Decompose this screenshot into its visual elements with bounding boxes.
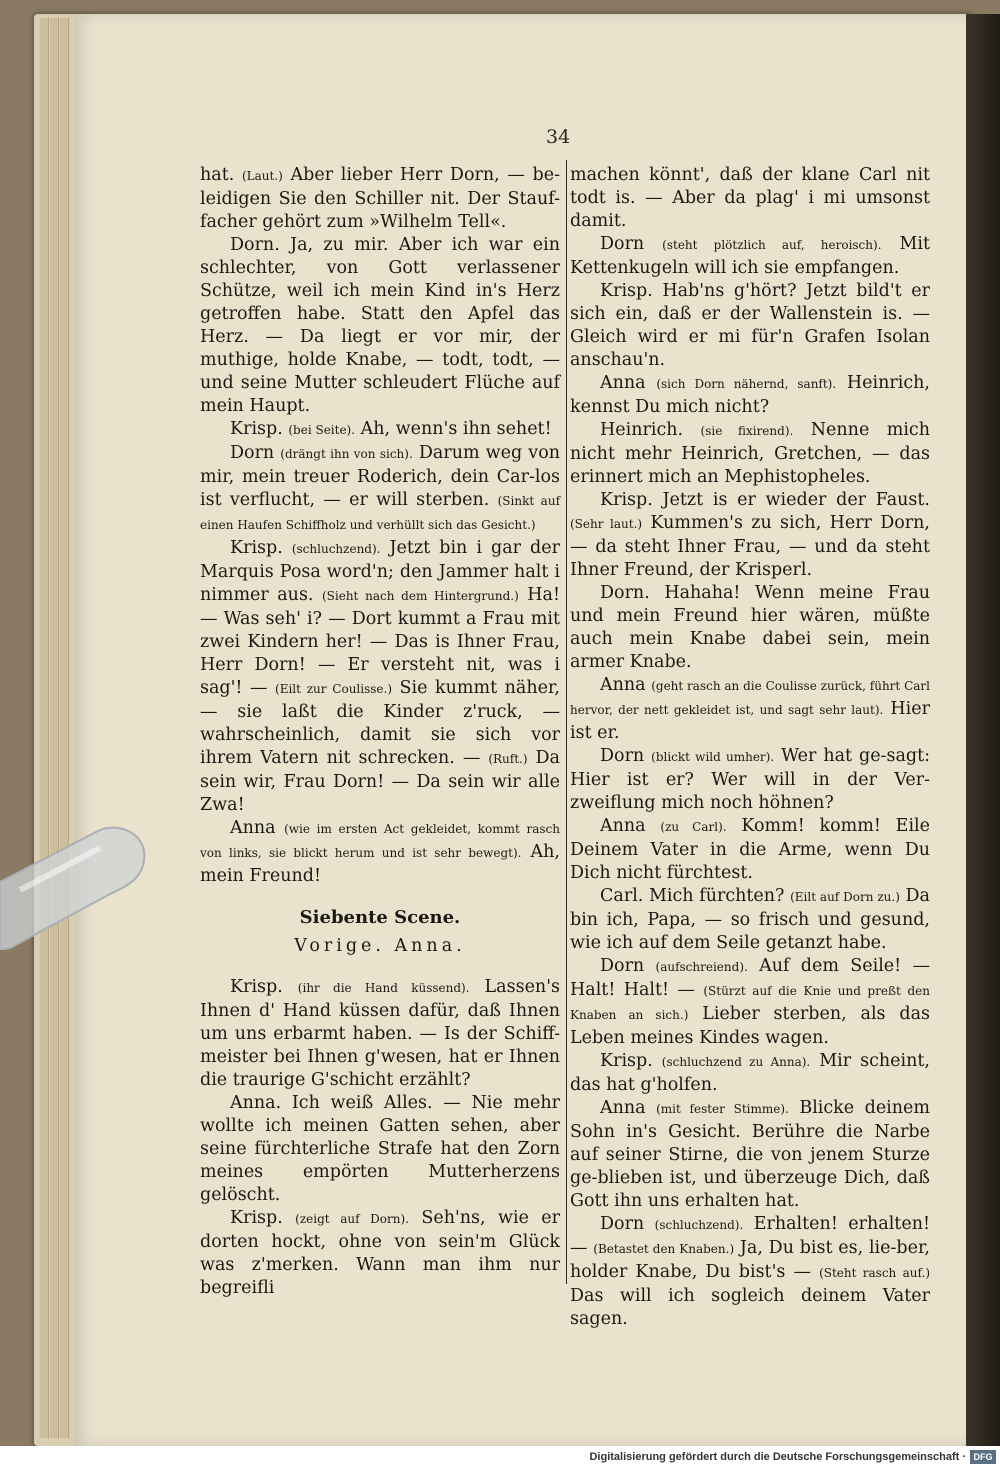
text-paragraph: hat. (Laut.) Aber lieber Herr Dorn, — be-leidigen Sie den Schiller nit. Der Stauf-facher gehört zum »Wilhelm Tell«. <box>200 165 560 232</box>
scene-cast: Vorige. Anna. <box>294 936 466 956</box>
right-column <box>570 164 930 1331</box>
left-column <box>200 164 560 1300</box>
text-paragraph: Dorn (blickt wild umher). Wer hat ge-sagt: Hier ist er? Wer will in der Ver-zweiflung mich noch höhnen? <box>570 746 931 813</box>
text-paragraph: Anna (wie im ersten Act gekleidet, kommt rasch von links, sie blickt herum und ist sehr bewegt). Ah, mein Freund! <box>200 818 560 886</box>
text-paragraph: Anna. Ich weiß Alles. — Nie mehr wollte ich meinen Gatten sehen, aber seine fürchterliche Strafe hat den Zorn meines empörten Mutterherzens gelöscht. <box>200 1093 560 1205</box>
dfg-logo: DFG <box>970 1450 996 1464</box>
funding-credit: Digitalisierung gefördert durch die Deutsche Forschungsgemeinschaft · <box>589 1451 966 1463</box>
text-paragraph: Dorn. Ja, zu mir. Aber ich war ein schlechter, von Gott verlassener Schütze, weil ich mein Kind in's Herz getroffen habe. Statt den Apfel das Herz. — Da liegt er vor mir, der muthige, holde Knabe, — todt, todt, — und seine Mutter schleudert Flüche auf mein Haupt. <box>200 235 560 416</box>
digitization-footer <box>0 1446 1000 1471</box>
text-paragraph: Anna (geht rasch an die Coulisse zurück, führt Carl hervor, der nett gekleidet ist, und sagt sehr laut). Hier ist er. <box>570 675 930 743</box>
text-paragraph: Anna (sich Dorn nähernd, sanft). Heinrich, kennst Du mich nicht? <box>570 373 930 417</box>
page-edge <box>50 18 59 1438</box>
scene-heading: Siebente Scene. <box>299 907 461 928</box>
text-paragraph: Dorn (aufschreiend). Auf dem Seile! — Halt! Halt! — (Stürzt auf die Knie und preßt den Knaben an sich.) Lieber sterben, als das Leben meines Kindes wagen. <box>570 956 931 1048</box>
text-paragraph: Krisp. Jetzt is er wieder der Faust. (Sehr laut.) Kummen's zu sich, Herr Dorn, — da steht Ihner Frau, — und da steht Ihner Freund, der Krisperl. <box>570 490 931 580</box>
text-paragraph: Dorn. Hahaha! Wenn meine Frau und mein Freund hier wären, müßte auch mein Knabe dabei sein, mein armer Knabe. <box>570 583 930 672</box>
text-paragraph: Dorn (steht plötzlich auf, heroisch). Mit Kettenkugeln will ich sie empfangen. <box>570 234 931 278</box>
text-paragraph: Krisp. (schluchzend). Jetzt bin i gar der Marquis Posa word'n; den Jammer halt i nimmer aus. (Sieht nach dem Hintergrund.) Ha! — Was seh' i? — Dort kummt a Frau mit zwei Kindern her! — Das is Ihner Frau, Herr Dorn! — Er versteht nit, was i sag'! — (Eilt zur Coulisse.) Sie kummt näher, — sie laßt die Kinder z'ruck, — wahrscheinlich, damit sie sich vor ihrem Vatern nit schrecken. — (Ruft.) Da sein wir, Frau Dorn! — Da sein wir alle Zwa! <box>200 538 560 815</box>
book-spine-shadow <box>966 14 1000 1446</box>
text-paragraph: Krisp. (schluchzend zu Anna). Mir scheint, das hat g'holfen. <box>570 1051 930 1095</box>
column-rule <box>566 160 567 1284</box>
text-paragraph: Heinrich. (sie fixirend). Nenne mich nicht mehr Heinrich, Gretchen, — das erinnert mich an Mephistopheles. <box>570 420 930 487</box>
text-paragraph: Krisp. Hab'ns g'hört? Jetzt bild't er sich ein, daß er der Wallenstein is. — Gleich wird er mi für'n Grafen Isolan anschau'n. <box>570 281 930 370</box>
text-paragraph: Krisp. (ihr die Hand küssend). Lassen's Ihnen d' Hand küssen dafür, daß Ihnen um uns erbarmt haben. — Is der Schiff-meister bei Ihnen g'wesen, hat er Ihnen die traurige G'schicht erzählt? <box>200 977 560 1090</box>
text-paragraph: Dorn (drängt ihn von sich). Darum weg von mir, mein treuer Roderich, dein Car-los ist verflucht, — er will sterben. (Sinkt auf einen Haufen Schiffholz und verhüllt sich das Gesicht.) <box>200 443 561 532</box>
page-edge <box>60 18 69 1438</box>
text-paragraph: Anna (mit fester Stimme). Blicke deinem Sohn in's Gesicht. Berühre die Narbe auf seiner Stirne, die von jenem Sturze ge-blieben ist, und überzeuge Dich, daß Gott ihn uns erhalten hat. <box>570 1098 930 1211</box>
text-paragraph: Dorn (schluchzend). Erhalten! erhalten! — (Betastet den Knaben.) Ja, Du bist es, lie-ber, holder Knabe, Du bist's — (Steht rasch auf.) Das will ich sogleich deinem Vater sagen. <box>570 1214 930 1329</box>
text-paragraph: Anna (zu Carl). Komm! komm! Eile Deinem Vater in die Arme, wenn Du Dich nicht fürchtest. <box>570 816 930 883</box>
page-edge <box>40 18 49 1438</box>
text-paragraph: Carl. Mich fürchten? (Eilt auf Dorn zu.) Da bin ich, Papa, — so frisch und gesund, wie ich auf dem Seile getanzt habe. <box>570 886 930 953</box>
text-paragraph: machen könnt', daß der klane Carl nit todt is. — Aber da plag' i mi umsonst damit. <box>570 165 930 231</box>
text-paragraph: Krisp. (zeigt auf Dorn). Seh'ns, wie er dorten hockt, ohne von sein'm Glück was z'merken. Wann man ihm nur begreifli <box>200 1208 560 1298</box>
page-number: 34 <box>546 126 571 148</box>
text-paragraph: Krisp. (bei Seite). Ah, wenn's ihn sehet! <box>230 419 552 439</box>
